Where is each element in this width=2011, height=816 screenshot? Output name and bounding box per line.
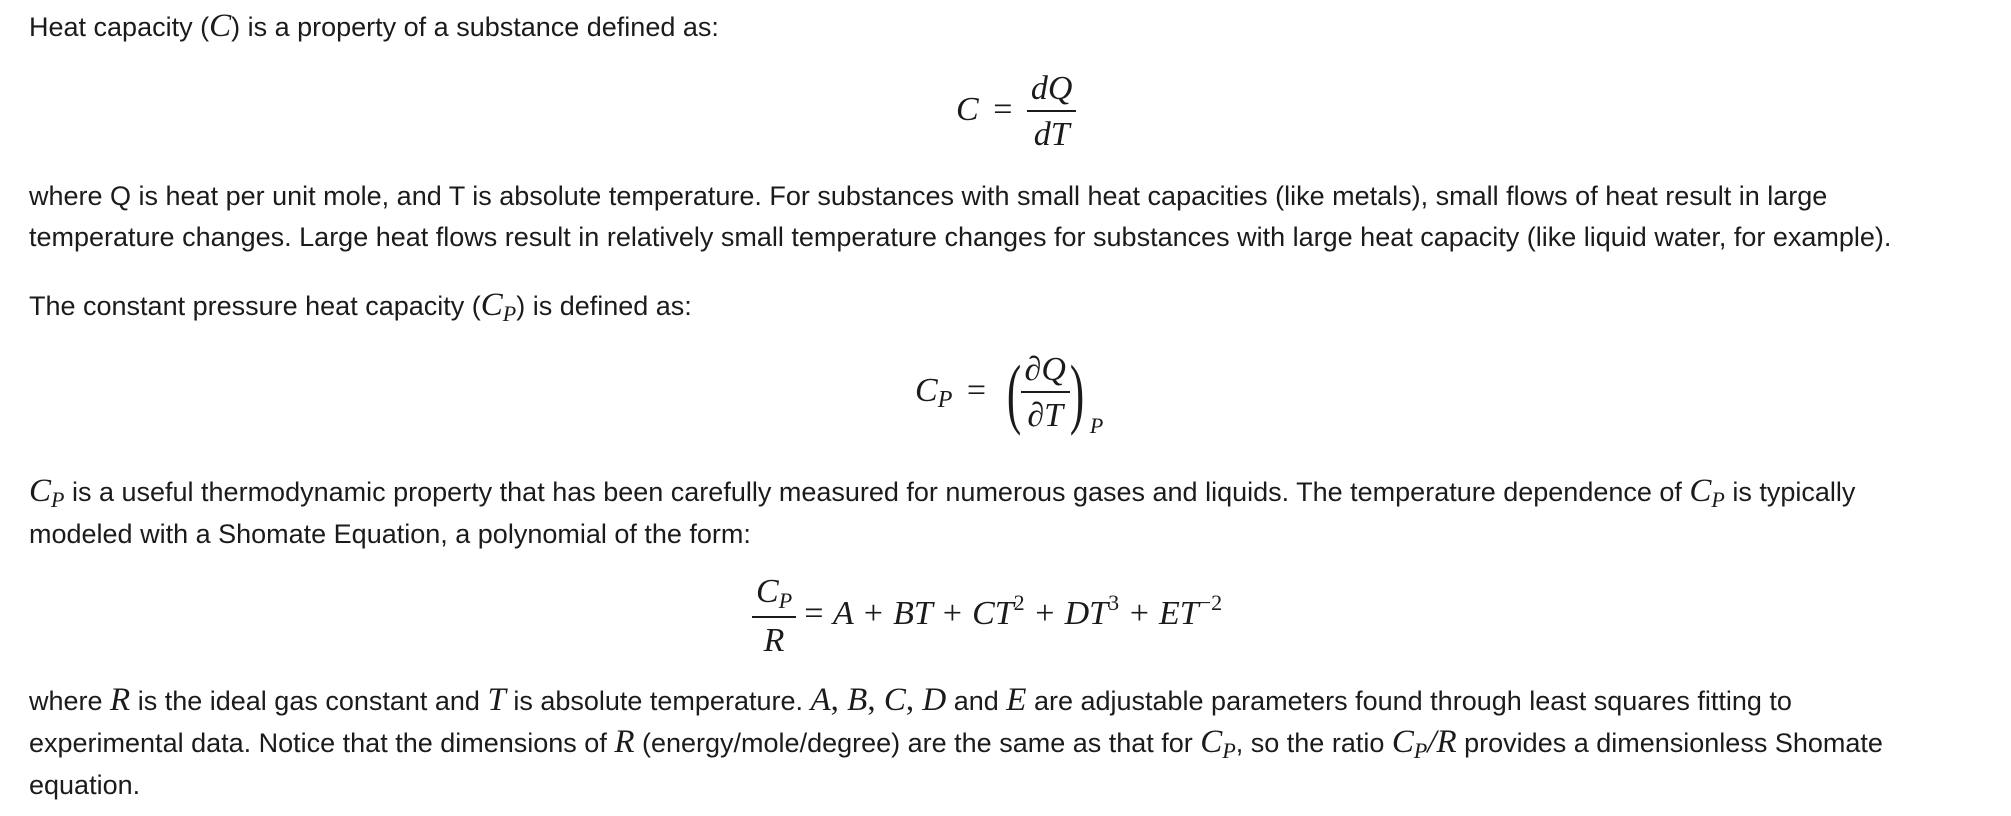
eq1-numerator: dQ	[1027, 70, 1077, 112]
symbol-e: E	[1006, 682, 1027, 718]
param-line2-b: (energy/mole/degree) are the same as that for	[634, 728, 1201, 758]
comma-1: ,	[830, 682, 848, 718]
comma-3: ,	[905, 682, 923, 718]
shomate-equation	[752, 573, 1222, 660]
definition-paragraph	[29, 176, 1989, 258]
eq3-numerator	[752, 573, 796, 618]
parameters-paragraph	[29, 680, 1989, 806]
symbol-cp-subscript: P	[502, 301, 517, 326]
eq2-close-paren: )	[1069, 349, 1085, 436]
symbol-c: C	[209, 8, 232, 44]
symbol-cp-3-subscript: P	[1222, 738, 1236, 763]
param-line2-c: , so the ratio	[1235, 728, 1392, 758]
eq3-exponent-2: 3	[1108, 590, 1120, 616]
symbol-c-param: C	[883, 682, 906, 718]
eq3-numerator-symbol: C	[756, 573, 779, 610]
eq1-denominator: dT	[1033, 116, 1070, 153]
eq3-numerator-subscript: P	[778, 588, 793, 613]
eq2-denominator: ∂T	[1027, 397, 1064, 434]
intro-text-end: ) is a property of a substance defined as:	[231, 12, 719, 42]
symbol-cp-2: C	[1689, 473, 1712, 509]
eq2-fraction	[1021, 351, 1070, 435]
shomate-intro-paragraph	[29, 471, 1989, 555]
shomate-intro-text: is a useful thermodynamic property that has been carefully measured for numerous gases and liquids. The temperature dependence of	[64, 477, 1690, 507]
param-line2-d: provides a dimensionless Shomate	[1456, 728, 1883, 758]
eq1-fraction	[1027, 70, 1077, 154]
symbol-cp: C	[480, 287, 503, 323]
eq3-rhs-a: = A + BT + CT	[802, 595, 1014, 633]
eq2-numerator: ∂Q	[1021, 351, 1070, 393]
param-text-5: are adjustable parameters found through least squares fitting to	[1026, 686, 1792, 716]
param-text-2: is the ideal gas constant and	[130, 686, 488, 716]
eq3-rhs-c: + ET	[1119, 595, 1199, 633]
symbol-t: T	[487, 682, 506, 718]
symbol-ratio-r: /R	[1427, 724, 1457, 760]
cp-intro-text-end: ) is defined as:	[516, 291, 692, 321]
param-text-3: is absolute temperature.	[505, 686, 811, 716]
param-text-1: where	[29, 686, 111, 716]
symbol-cp-3: C	[1200, 724, 1223, 760]
symbol-a: A	[810, 682, 831, 718]
symbol-r: R	[110, 682, 131, 718]
heat-capacity-equation	[956, 70, 1076, 154]
symbol-b: B	[847, 682, 868, 718]
definition-line-1: where Q is heat per unit mole, and T is absolute temperature. For substances with small heat capacities (like metals), small flows of heat result in large	[29, 181, 1828, 211]
symbol-cp-1-subscript: P	[51, 487, 65, 512]
symbol-d: D	[922, 682, 947, 718]
shomate-intro-text-end: is typically	[1724, 477, 1856, 507]
eq3-fraction	[752, 573, 796, 660]
eq3-rhs	[802, 590, 1223, 633]
param-line3: equation.	[29, 770, 141, 800]
comma-2: ,	[867, 682, 884, 718]
eq3-exponent-3: −2	[1198, 590, 1223, 616]
eq3-rhs-b: + DT	[1024, 595, 1109, 633]
symbol-cp-1: C	[29, 473, 52, 509]
eq1-equals: =	[993, 90, 1013, 128]
symbol-ratio-c: C	[1391, 724, 1414, 760]
symbol-r-2: R	[614, 724, 635, 760]
eq3-denominator: R	[763, 622, 785, 659]
param-line2-a: experimental data. Notice that the dimensions of	[29, 728, 615, 758]
eq2-equals: =	[966, 371, 987, 409]
eq2-lhs: C	[915, 371, 938, 409]
eq2-lhs-subscript: P	[937, 386, 953, 413]
cp-intro-paragraph	[29, 285, 1989, 328]
eq3-exponent-1: 2	[1013, 590, 1025, 616]
symbol-ratio-subscript: P	[1413, 738, 1428, 763]
intro-paragraph	[29, 6, 1989, 48]
cp-equation	[915, 348, 1103, 438]
eq2-outer-subscript: P	[1089, 412, 1104, 438]
symbol-cp-2-subscript: P	[1711, 487, 1725, 512]
intro-text: Heat capacity (	[29, 12, 210, 42]
shomate-intro-line-2: modeled with a Shomate Equation, a polynomial of the form:	[29, 519, 751, 549]
cp-intro-text: The constant pressure heat capacity (	[29, 291, 481, 321]
definition-line-2: temperature changes. Large heat flows result in relatively small temperature changes for substances with large heat capacity (like liquid water, for example).	[29, 222, 1892, 252]
param-text-4: and	[946, 686, 1007, 716]
eq1-lhs: C	[956, 90, 979, 128]
eq2-open-paren: (	[1006, 349, 1021, 436]
